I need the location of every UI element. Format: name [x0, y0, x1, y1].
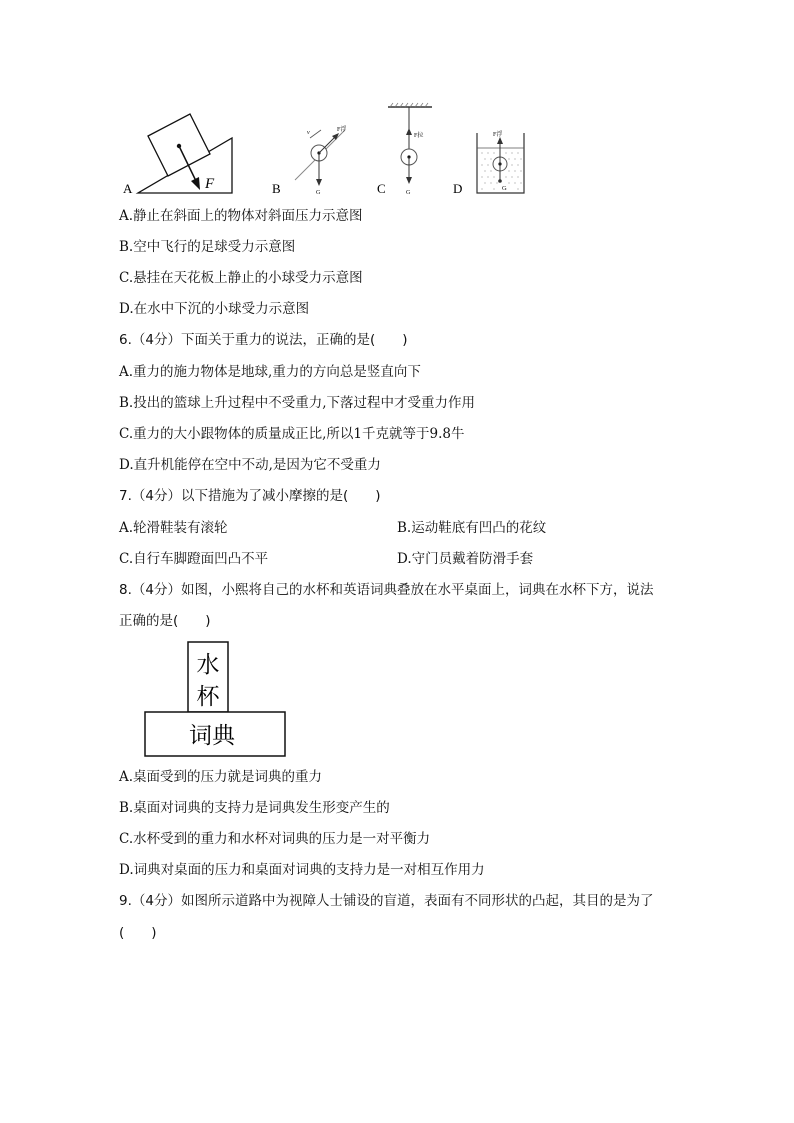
- q8-stem-line2: 正确的是( ): [119, 613, 211, 629]
- q8-option-c: C.水杯受到的重力和水杯对词典的压力是一对平衡力: [119, 831, 431, 847]
- label-b: B: [272, 181, 281, 196]
- fla-label: F拉: [414, 133, 424, 139]
- q8-cup-dictionary-figure: [140, 640, 300, 762]
- label-d: D: [453, 181, 463, 196]
- q5-option-b: B.空中飞行的足球受力示意图: [119, 239, 296, 255]
- q8-option-a: A.桌面受到的压力就是词典的重力: [119, 769, 323, 785]
- q7-option-a: A.轮滑鞋装有滚轮: [119, 520, 228, 536]
- q8-stem-line1: 8.（4分）如图，小熙将自己的水杯和英语词典叠放在水平桌面上，词典在水杯下方，说法: [119, 582, 654, 598]
- q7-stem: 7.（4分）以下措施为了减小摩擦的是( ): [119, 488, 381, 504]
- diagram-b: [272, 125, 346, 196]
- label-a: A: [123, 181, 133, 196]
- q9-stem-line1: 9.（4分）如图所示道路中为视障人士铺设的盲道，表面有不同形状的凸起，其目的是为了: [119, 893, 654, 909]
- q5-force-diagrams: [0, 0, 794, 200]
- q7-option-d: D.守门员戴着防滑手套: [397, 551, 534, 567]
- g-label-d: G: [502, 186, 507, 192]
- cup-label-1: 水: [196, 652, 220, 678]
- dictionary-label: 词典: [189, 723, 235, 749]
- force-f-label: F: [205, 176, 215, 192]
- label-c: C: [377, 181, 386, 196]
- q8-option-b: B.桌面对词典的支持力是词典发生形变产生的: [119, 800, 390, 816]
- q6-option-c: C.重力的大小跟物体的质量成正比,所以1千克就等于9.8牛: [119, 426, 465, 442]
- q6-option-b: B.投出的篮球上升过程中不受重力,下落过程中才受重力作用: [119, 395, 476, 411]
- q7-option-b: B.运动鞋底有凹凸的花纹: [397, 520, 547, 536]
- q9-stem-line2: ( ): [119, 925, 157, 941]
- g-label-b: G: [316, 190, 321, 196]
- ffu-label-d: F浮: [493, 132, 503, 138]
- q5-option-a: A.静止在斜面上的物体对斜面压力示意图: [119, 208, 363, 224]
- q6-option-d: D.直升机能停在空中不动,是因为它不受重力: [119, 457, 381, 473]
- v-label: v: [307, 130, 310, 136]
- diagram-d: [453, 130, 524, 196]
- ffu-label-b: F浮: [337, 127, 347, 133]
- g-label-c: G: [406, 190, 411, 196]
- q5-option-c: C.悬挂在天花板上静止的小球受力示意图: [119, 270, 363, 286]
- q5-option-d: D.在水中下沉的小球受力示意图: [119, 301, 310, 317]
- q6-option-a: A.重力的施力物体是地球,重力的方向总是竖直向下: [119, 364, 421, 380]
- diagram-c: [377, 103, 432, 196]
- q6-stem: 6.（4分）下面关于重力的说法，正确的是( ): [119, 332, 408, 348]
- cup-label-2: 杯: [196, 684, 220, 710]
- q8-option-d: D.词典对桌面的压力和桌面对词典的支持力是一对相互作用力: [119, 862, 485, 878]
- diagram-a: [123, 114, 232, 196]
- q7-option-c: C.自行车脚蹬面凹凸不平: [119, 551, 269, 567]
